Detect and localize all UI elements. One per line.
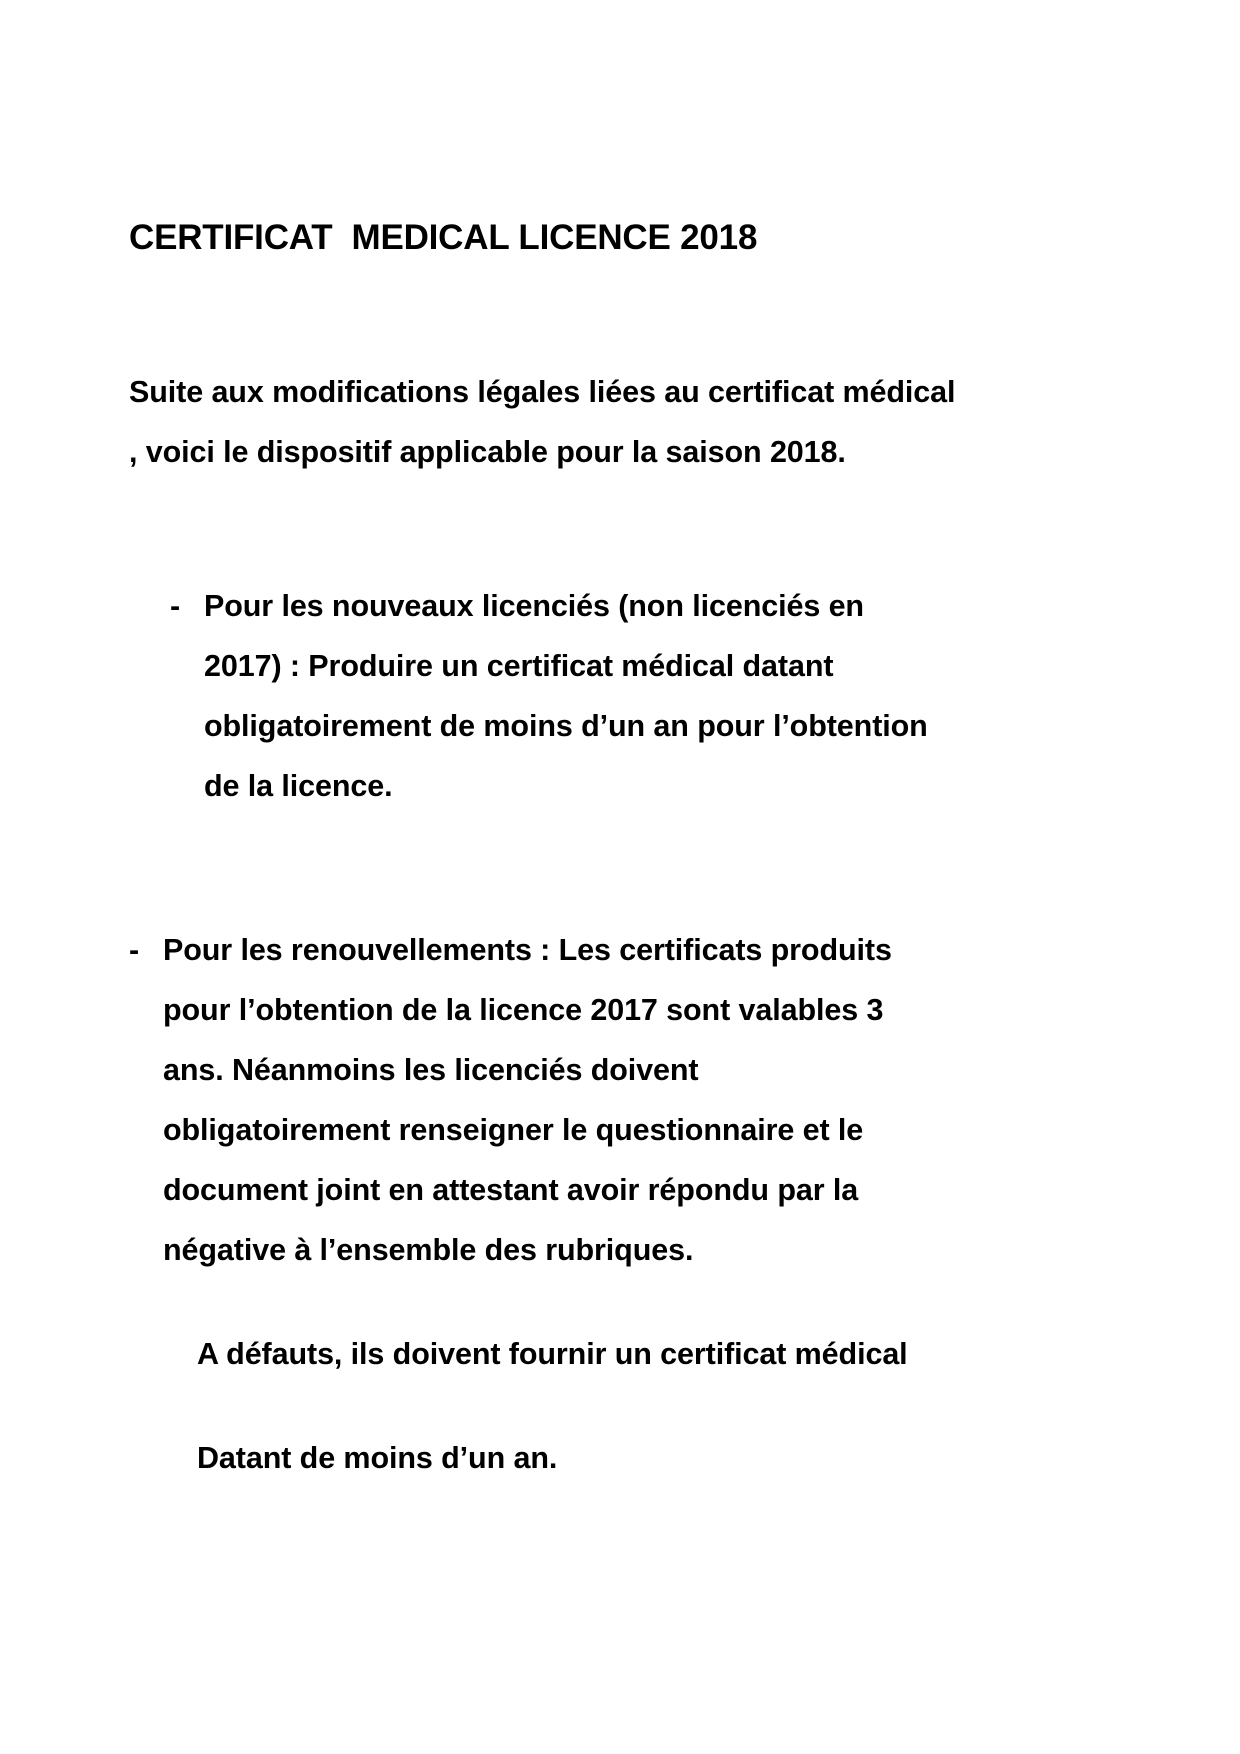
bullet-hyphen-icon: - <box>129 933 140 968</box>
title-spacer <box>129 258 969 362</box>
bullet-gap-spacer <box>129 816 969 920</box>
intro-spacer <box>129 482 969 576</box>
trailing-line-1: A défauts, ils doivent fournir un certificat médical <box>197 1337 908 1372</box>
list-item <box>129 920 929 1488</box>
intro-paragraph: Suite aux modifications légales liées au certificat médical , voici le dispositif applicable pour la saison 2018. <box>129 375 956 470</box>
list-item-text: Pour les nouveaux licenciés (non licenciés en 2017) : Produire un certificat médical datant obligatoirement de moins d’un an pour l’obtention de la licence. <box>204 589 928 804</box>
trailing-line-2: Datant de moins d’un an. <box>197 1441 558 1476</box>
list-item-body <box>163 920 929 1488</box>
bullet-hyphen-icon: - <box>170 589 181 624</box>
page-title: CERTIFICAT MEDICAL LICENCE 2018 <box>129 218 758 257</box>
list-item-text: Pour les renouvellements : Les certificats produits pour l’obtention de la licence 2017 sont valables 3 ans. Néanmoins les licenciés doivent obligatoirement renseigner le questionnaire et le document joint en attestant avoir répondu par la négative à l’ensemble des rubriques. <box>163 933 892 1268</box>
document-content <box>129 218 969 1488</box>
list-item <box>170 576 930 816</box>
